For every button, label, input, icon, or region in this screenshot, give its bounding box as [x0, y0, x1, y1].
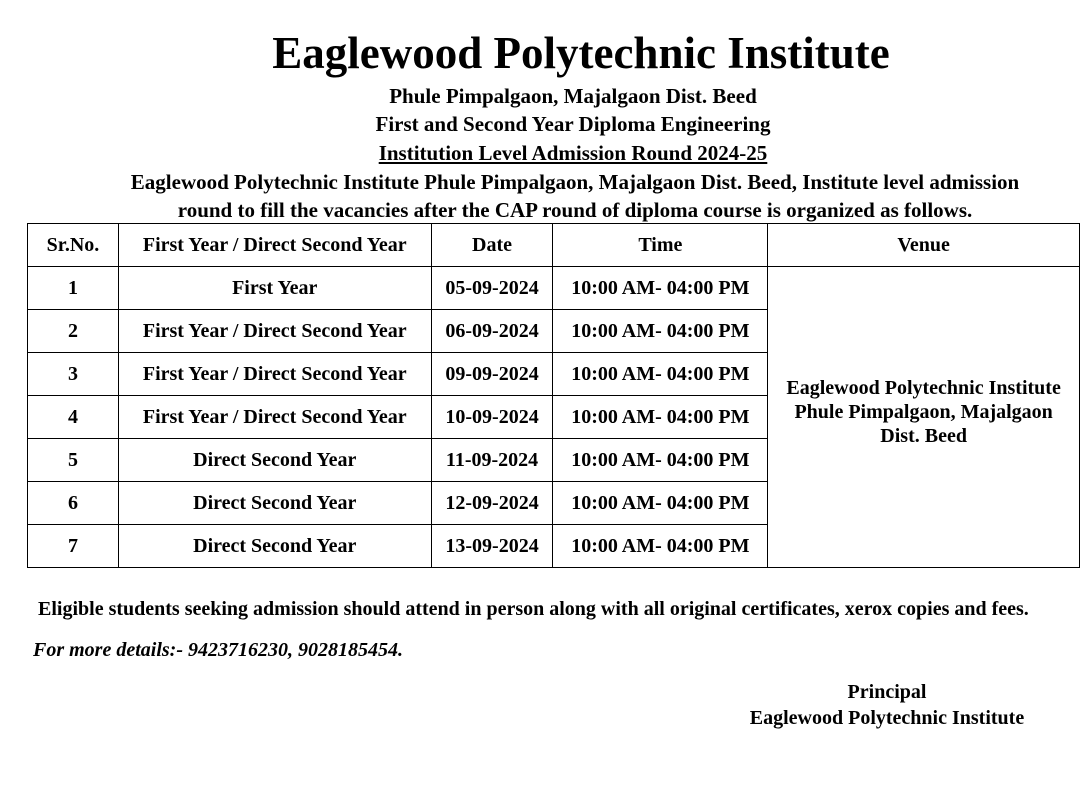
cell-sr: 1: [28, 267, 119, 310]
table-header-row: [28, 224, 1080, 267]
cell-date: 09-09-2024: [431, 353, 553, 396]
cell-time: 10:00 AM- 04:00 PM: [553, 482, 768, 525]
cell-time: 10:00 AM- 04:00 PM: [553, 396, 768, 439]
cell-category: First Year / Direct Second Year: [118, 310, 431, 353]
admission-round-title: Institution Level Admission Round 2024-25: [378, 141, 768, 165]
signature-block: [730, 679, 1044, 731]
header-sr-no: Sr.No.: [28, 224, 119, 267]
intro-line-2: round to fill the vacancies after the CAP round of diploma course is organized as follows.: [177, 198, 973, 222]
cell-sr: 7: [28, 525, 119, 568]
cell-category: Direct Second Year: [118, 439, 431, 482]
cell-sr: 6: [28, 482, 119, 525]
cell-time: 10:00 AM- 04:00 PM: [553, 267, 768, 310]
cell-date: 11-09-2024: [431, 439, 553, 482]
institute-address: Phule Pimpalgaon, Majalgaon Dist. Beed: [389, 84, 757, 108]
signature-institute: Eaglewood Polytechnic Institute: [749, 707, 1025, 729]
institute-title: Eaglewood Polytechnic Institute: [272, 28, 890, 78]
cell-date: 13-09-2024: [431, 525, 553, 568]
venue-line-3: Dist. Beed: [880, 425, 967, 447]
cell-category: Direct Second Year: [118, 525, 431, 568]
cell-time: 10:00 AM- 04:00 PM: [553, 310, 768, 353]
table-row: [28, 267, 1080, 310]
intro-paragraph: [60, 168, 1088, 224]
cell-time: 10:00 AM- 04:00 PM: [553, 525, 768, 568]
cell-sr: 2: [28, 310, 119, 353]
cell-category: Direct Second Year: [118, 482, 431, 525]
cell-date: 06-09-2024: [431, 310, 553, 353]
cell-category: First Year / Direct Second Year: [118, 353, 431, 396]
cell-sr: 4: [28, 396, 119, 439]
cell-date: 12-09-2024: [431, 482, 553, 525]
cell-date: 05-09-2024: [431, 267, 553, 310]
contact-details: For more details:- 9423716230, 9028185454.: [33, 639, 403, 661]
program-title: First and Second Year Diploma Engineering: [375, 112, 771, 136]
cell-sr: 5: [28, 439, 119, 482]
cell-venue: [768, 267, 1080, 568]
cell-time: 10:00 AM- 04:00 PM: [553, 353, 768, 396]
cell-sr: 3: [28, 353, 119, 396]
signature-role: Principal: [847, 681, 927, 703]
header-date: Date: [431, 224, 553, 267]
cell-category: First Year / Direct Second Year: [118, 396, 431, 439]
cell-time: 10:00 AM- 04:00 PM: [553, 439, 768, 482]
header-time: Time: [553, 224, 768, 267]
cell-category: First Year: [118, 267, 431, 310]
venue-line-2: Phule Pimpalgaon, Majalgaon: [794, 401, 1053, 423]
intro-line-1: Eaglewood Polytechnic Institute Phule Pimpalgaon, Majalgaon Dist. Beed, Institute level admission: [130, 170, 1020, 194]
header-category: First Year / Direct Second Year: [118, 224, 431, 267]
header-venue: Venue: [768, 224, 1080, 267]
cell-date: 10-09-2024: [431, 396, 553, 439]
eligibility-note: Eligible students seeking admission should attend in person along with all original certificates, xerox copies and fees.: [38, 598, 1029, 620]
admission-schedule-table: [27, 223, 1080, 568]
venue-line-1: Eaglewood Polytechnic Institute: [786, 377, 1061, 399]
